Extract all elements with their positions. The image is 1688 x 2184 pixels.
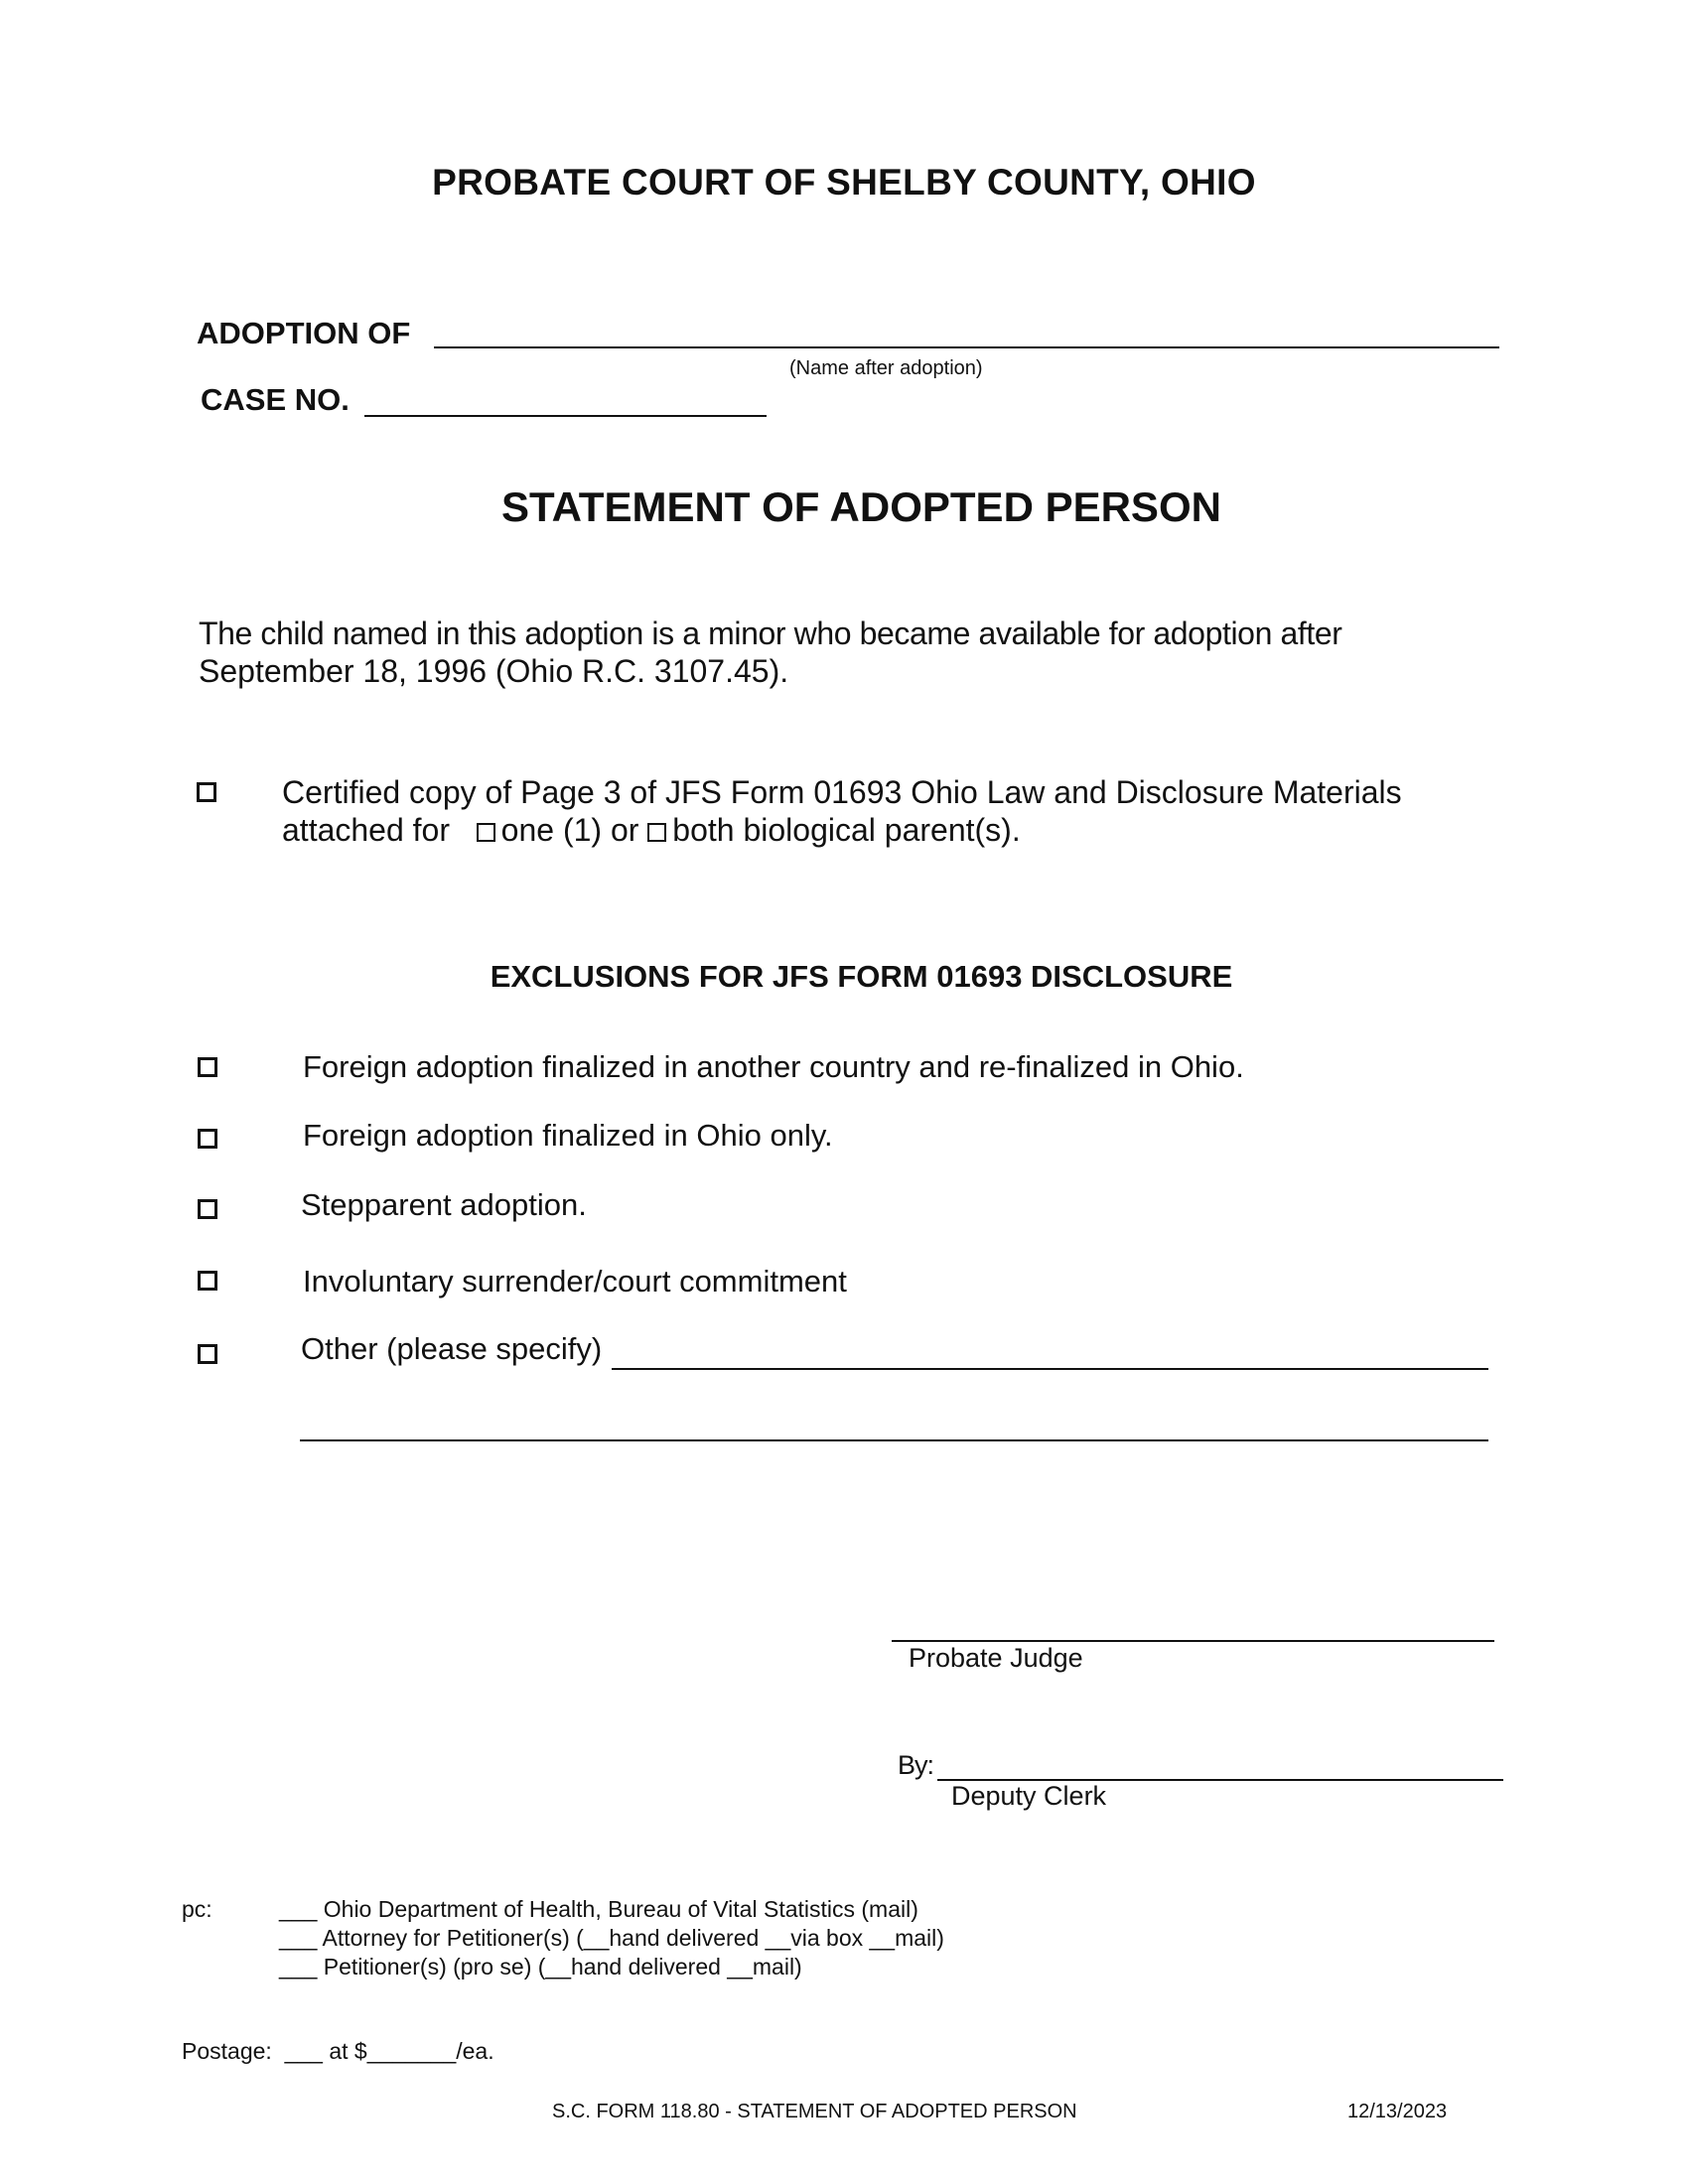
by-label: By: — [898, 1750, 934, 1780]
one-parent-label: one (1) or — [500, 812, 639, 848]
exclusion-foreign-reflinalized-checkbox[interactable] — [198, 1057, 217, 1077]
judge-signature-line[interactable] — [892, 1640, 1494, 1642]
court-title: PROBATE COURT OF SHELBY COUNTY, OHIO — [432, 162, 1256, 203]
pc-list — [279, 1895, 944, 1981]
adoption-of-label: ADOPTION OF — [197, 316, 411, 350]
certified-line-1: Certified copy of Page 3 of JFS Form 01693 Ohio Law and Disclosure Materials — [282, 774, 1402, 810]
postage-line: Postage: ___ at $_______/ea. — [182, 2038, 494, 2064]
one-parent-checkbox[interactable] — [477, 823, 495, 842]
case-no-label: CASE NO. — [201, 382, 350, 417]
exclusion-item: Foreign adoption finalized in Ohio only. — [303, 1118, 833, 1153]
other-specify-field-1[interactable] — [612, 1368, 1488, 1370]
pc-label: pc: — [182, 1896, 212, 1922]
exclusion-item: Stepparent adoption. — [301, 1187, 587, 1222]
name-after-adoption-hint: (Name after adoption) — [789, 357, 983, 379]
certified-line-2 — [282, 811, 1402, 849]
form-title: STATEMENT OF ADOPTED PERSON — [501, 483, 1221, 530]
exclusions-heading: EXCLUSIONS FOR JFS FORM 01693 DISCLOSURE — [490, 959, 1233, 994]
other-specify-field-2[interactable] — [300, 1439, 1488, 1441]
adoption-name-field[interactable] — [434, 346, 1499, 348]
exclusion-stepparent-checkbox[interactable] — [198, 1199, 217, 1219]
case-number-field[interactable] — [364, 415, 767, 417]
exclusion-other-checkbox[interactable] — [198, 1344, 217, 1364]
both-parents-checkbox[interactable] — [647, 823, 666, 842]
probate-judge-label: Probate Judge — [909, 1643, 1083, 1673]
pc-line: ___ Petitioner(s) (pro se) (__hand delivered __mail) — [279, 1954, 802, 1979]
exclusion-item: Foreign adoption finalized in another country and re-finalized in Ohio. — [303, 1049, 1244, 1084]
attached-for-label: attached for — [282, 812, 450, 848]
intro-paragraph — [199, 614, 1342, 690]
deputy-clerk-label: Deputy Clerk — [951, 1781, 1107, 1811]
form-footer-name: S.C. FORM 118.80 - STATEMENT OF ADOPTED PERSON — [552, 2101, 1077, 2122]
form-footer-date: 12/13/2023 — [1347, 2101, 1448, 2122]
intro-line-2: September 18, 1996 (Ohio R.C. 3107.45). — [199, 653, 789, 689]
exclusion-item: Involuntary surrender/court commitment — [303, 1264, 847, 1298]
exclusion-item: Other (please specify) — [301, 1331, 603, 1366]
intro-line-1: The child named in this adoption is a minor who became available for adoption after — [199, 615, 1342, 651]
certified-copy-text — [282, 773, 1402, 849]
exclusion-foreign-ohio-checkbox[interactable] — [198, 1129, 217, 1149]
pc-line: ___ Attorney for Petitioner(s) (__hand delivered __via box __mail) — [279, 1925, 944, 1951]
both-parents-label: both biological parent(s). — [672, 812, 1021, 848]
pc-line: ___ Ohio Department of Health, Bureau of Vital Statistics (mail) — [279, 1896, 918, 1922]
certified-copy-checkbox[interactable] — [197, 782, 216, 802]
exclusion-involuntary-checkbox[interactable] — [198, 1271, 217, 1291]
